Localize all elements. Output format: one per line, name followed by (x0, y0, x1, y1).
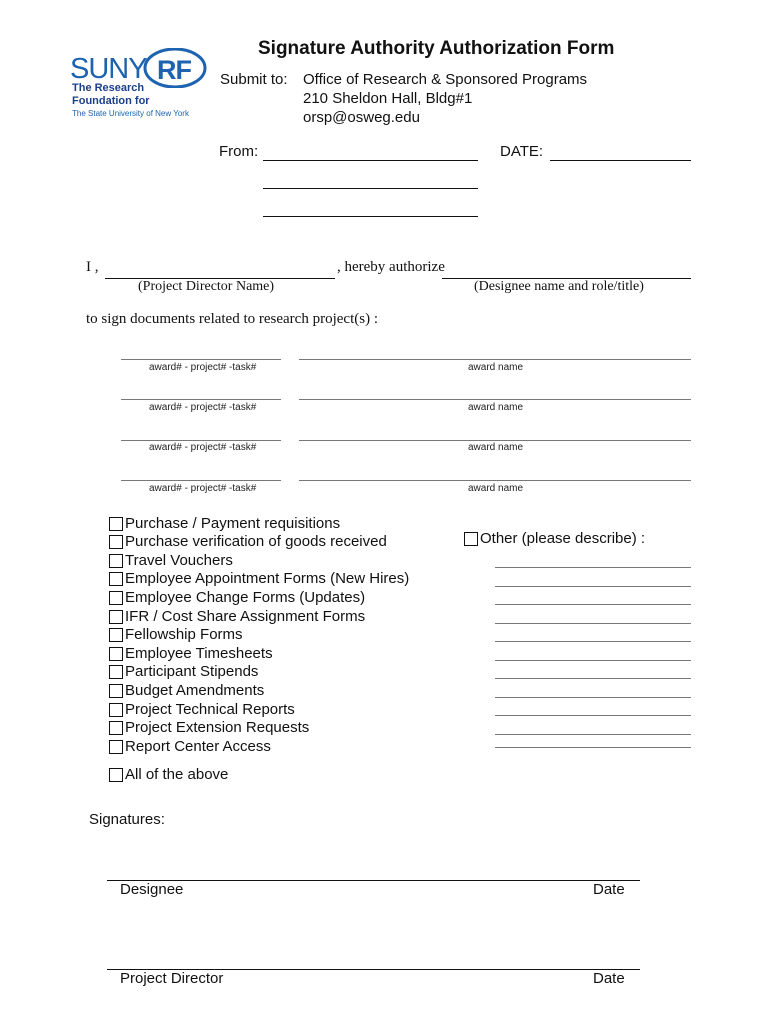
project-name-field-4[interactable] (299, 480, 691, 481)
checkbox-label: Employee Timesheets (125, 645, 273, 662)
project-director-label: Project Director (120, 970, 224, 987)
checkbox-label: Report Center Access (125, 738, 271, 755)
designee-label: Designee (120, 881, 184, 898)
checkbox-employee-appointment[interactable] (109, 572, 123, 586)
project-name-field-1[interactable] (299, 359, 691, 360)
checkbox-label: IFR / Cost Share Assignment Forms (125, 608, 366, 625)
date-label: DATE: (500, 143, 544, 160)
logo (70, 38, 220, 124)
other-description-field[interactable] (495, 660, 691, 661)
project-name-caption: award name (468, 402, 524, 413)
i-label: I , (86, 259, 99, 275)
submit-line-1: Office of Research & Sponsored Programs (303, 71, 588, 88)
project-name-field-3[interactable] (299, 440, 691, 441)
project-code-field-4[interactable] (121, 480, 281, 481)
other-description-field[interactable] (495, 715, 691, 716)
other-description-field[interactable] (495, 623, 691, 624)
from-field-1[interactable] (263, 160, 478, 161)
checkbox-fellowship[interactable] (109, 628, 123, 642)
submit-line-3: orsp@osweg.edu (303, 109, 420, 126)
other-description-field[interactable] (495, 641, 691, 642)
logo-line-2: Foundation for (72, 95, 150, 107)
checkbox-label: Purchase / Payment requisitions (125, 515, 341, 532)
checkbox-budget-amendments[interactable] (109, 684, 123, 698)
hereby-authorize-text: , hereby authorize (337, 259, 445, 275)
checkbox-label: Project Technical Reports (125, 701, 295, 718)
other-description-field[interactable] (495, 734, 691, 735)
other-description-field[interactable] (495, 747, 691, 748)
project-name-caption: award name (468, 442, 524, 453)
designee-date-label: Date (593, 881, 625, 898)
checkbox-label: Travel Vouchers (125, 552, 233, 569)
logo-wordmark (70, 48, 210, 85)
checkbox-report-center[interactable] (109, 740, 123, 754)
checkbox-label: Employee Change Forms (Updates) (125, 589, 366, 606)
checkbox-ifr-cost-share[interactable] (109, 610, 123, 624)
logo-line-3: The State University of New York (72, 109, 189, 118)
other-description-field[interactable] (495, 567, 691, 568)
date-field[interactable] (550, 160, 691, 161)
from-field-2[interactable] (263, 188, 478, 189)
project-code-field-3[interactable] (121, 440, 281, 441)
page-title: Signature Authority Authorization Form (258, 38, 615, 59)
submit-line-2: 210 Sheldon Hall, Bldg#1 (303, 90, 473, 107)
checkbox-label: Budget Amendments (125, 682, 265, 699)
designee-caption: (Designee name and role/title) (474, 279, 644, 294)
sign-documents-text: to sign documents related to research project(s) : (86, 311, 378, 327)
submit-label: Submit to: (220, 71, 288, 88)
project-code-field-2[interactable] (121, 399, 281, 400)
checkbox-all-above[interactable] (109, 768, 123, 782)
checkbox-employee-change[interactable] (109, 591, 123, 605)
checkbox-participant-stipends[interactable] (109, 665, 123, 679)
logo-line-1: The Research (72, 82, 145, 94)
checkbox-label: Fellowship Forms (125, 626, 243, 643)
checkbox-label: Employee Appointment Forms (New Hires) (125, 570, 410, 587)
checkbox-timesheets[interactable] (109, 647, 123, 661)
project-director-date-label: Date (593, 970, 625, 987)
project-name-field-2[interactable] (299, 399, 691, 400)
project-code-caption: award# - project# -task# (149, 483, 257, 494)
checkbox-label: Purchase verification of goods received (125, 533, 387, 550)
project-name-caption: award name (468, 483, 524, 494)
signatures-heading: Signatures: (89, 811, 165, 828)
checkbox-label: Project Extension Requests (125, 719, 310, 736)
project-code-field-1[interactable] (121, 359, 281, 360)
project-code-caption: award# - project# -task# (149, 402, 257, 413)
other-description-field[interactable] (495, 604, 691, 605)
project-director-caption: (Project Director Name) (138, 279, 275, 294)
project-code-caption: award# - project# -task# (149, 362, 257, 373)
designee-signature-line[interactable] (107, 880, 640, 881)
other-description-field[interactable] (495, 697, 691, 698)
checkbox-label: Participant Stipends (125, 663, 259, 680)
other-label: Other (please describe) : (480, 530, 646, 547)
project-name-caption: award name (468, 362, 524, 373)
svg-text:RF: RF (157, 55, 191, 85)
other-description-field[interactable] (495, 678, 691, 679)
other-description-field[interactable] (495, 586, 691, 587)
project-code-caption: award# - project# -task# (149, 442, 257, 453)
checkbox-purchase-payment[interactable] (109, 517, 123, 531)
checkbox-purchase-verification[interactable] (109, 535, 123, 549)
checkbox-label: All of the above (125, 766, 229, 783)
checkbox-travel-vouchers[interactable] (109, 554, 123, 568)
checkbox-extension-requests[interactable] (109, 721, 123, 735)
checkbox-other[interactable] (464, 532, 478, 546)
checkbox-technical-reports[interactable] (109, 703, 123, 717)
from-field-3[interactable] (263, 216, 478, 217)
from-label: From: (219, 143, 259, 160)
svg-text:SUNY: SUNY (70, 53, 147, 85)
